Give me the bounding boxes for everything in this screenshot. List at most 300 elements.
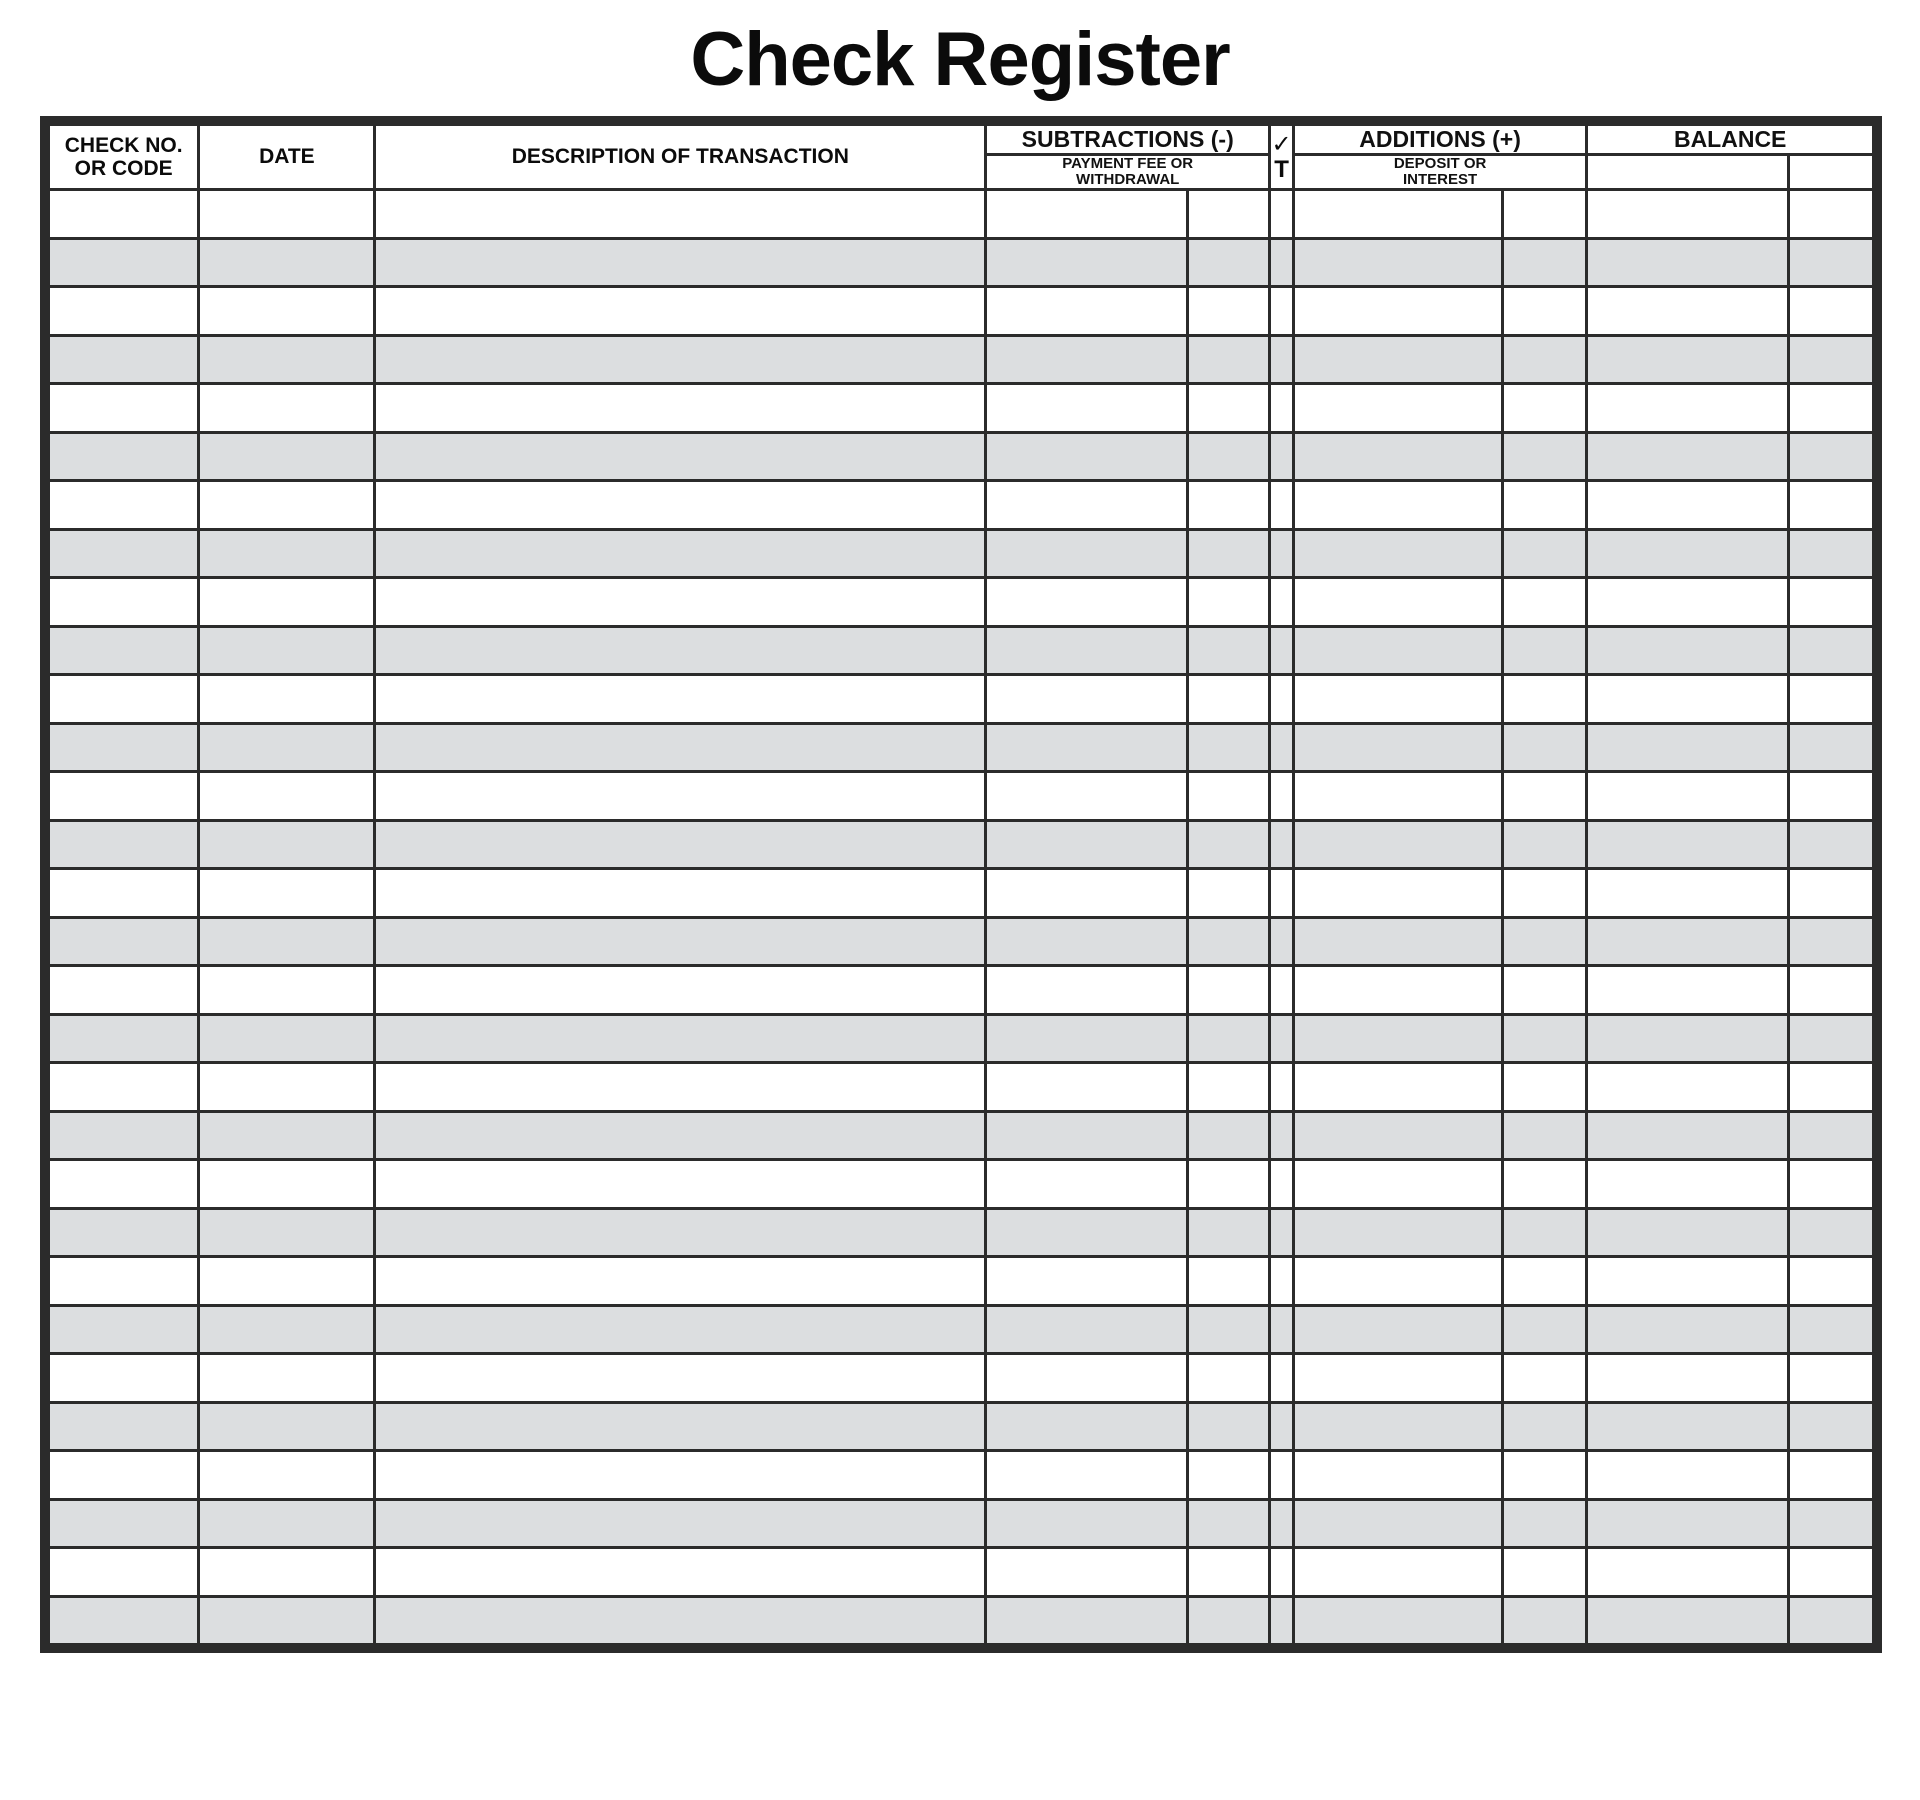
cell-balance-cents[interactable] (1789, 1305, 1874, 1354)
cell-description[interactable] (375, 1063, 986, 1112)
cell-balance-cents[interactable] (1789, 481, 1874, 530)
cell-addition-dollars[interactable] (1293, 1257, 1502, 1306)
cell-subtraction-dollars[interactable] (986, 578, 1188, 627)
cell-subtraction-dollars[interactable] (986, 626, 1188, 675)
cell-addition-dollars[interactable] (1293, 772, 1502, 821)
cell-description[interactable] (375, 1402, 986, 1451)
cell-check-no[interactable] (49, 869, 199, 918)
cell-subtraction-cents[interactable] (1188, 1063, 1270, 1112)
cell-cleared-check[interactable] (1270, 1305, 1293, 1354)
cell-balance-cents[interactable] (1789, 1451, 1874, 1500)
cell-cleared-check[interactable] (1270, 1596, 1293, 1645)
cell-description[interactable] (375, 578, 986, 627)
cell-balance-dollars[interactable] (1587, 1499, 1789, 1548)
cell-description[interactable] (375, 432, 986, 481)
table-row[interactable] (49, 1111, 1874, 1160)
table-row[interactable] (49, 287, 1874, 336)
cell-subtraction-cents[interactable] (1188, 481, 1270, 530)
cell-balance-cents[interactable] (1789, 1014, 1874, 1063)
cell-balance-cents[interactable] (1789, 1160, 1874, 1209)
cell-subtraction-cents[interactable] (1188, 1111, 1270, 1160)
cell-cleared-check[interactable] (1270, 578, 1293, 627)
cell-addition-cents[interactable] (1502, 432, 1587, 481)
table-row[interactable] (49, 1305, 1874, 1354)
cell-check-no[interactable] (49, 1208, 199, 1257)
table-row[interactable] (49, 1499, 1874, 1548)
cell-balance-dollars[interactable] (1587, 1257, 1789, 1306)
cell-subtraction-cents[interactable] (1188, 966, 1270, 1015)
cell-date[interactable] (199, 675, 375, 724)
cell-addition-dollars[interactable] (1293, 1305, 1502, 1354)
cell-balance-dollars[interactable] (1587, 1548, 1789, 1597)
cell-addition-dollars[interactable] (1293, 1499, 1502, 1548)
cell-balance-cents[interactable] (1789, 190, 1874, 239)
cell-balance-dollars[interactable] (1587, 820, 1789, 869)
cell-addition-cents[interactable] (1502, 238, 1587, 287)
cell-description[interactable] (375, 723, 986, 772)
cell-addition-dollars[interactable] (1293, 1402, 1502, 1451)
cell-balance-cents[interactable] (1789, 966, 1874, 1015)
cell-balance-cents[interactable] (1789, 1257, 1874, 1306)
cell-cleared-check[interactable] (1270, 1402, 1293, 1451)
table-row[interactable] (49, 675, 1874, 724)
cell-balance-cents[interactable] (1789, 287, 1874, 336)
cell-subtraction-cents[interactable] (1188, 1354, 1270, 1403)
cell-subtraction-dollars[interactable] (986, 238, 1188, 287)
cell-addition-cents[interactable] (1502, 529, 1587, 578)
cell-addition-dollars[interactable] (1293, 1208, 1502, 1257)
cell-description[interactable] (375, 190, 986, 239)
cell-date[interactable] (199, 384, 375, 433)
table-row[interactable] (49, 1160, 1874, 1209)
cell-balance-dollars[interactable] (1587, 287, 1789, 336)
table-row[interactable] (49, 772, 1874, 821)
cell-check-no[interactable] (49, 384, 199, 433)
cell-subtraction-dollars[interactable] (986, 869, 1188, 918)
cell-balance-dollars[interactable] (1587, 1451, 1789, 1500)
cell-check-no[interactable] (49, 1063, 199, 1112)
cell-check-no[interactable] (49, 1354, 199, 1403)
cell-date[interactable] (199, 287, 375, 336)
cell-balance-dollars[interactable] (1587, 1596, 1789, 1645)
cell-addition-cents[interactable] (1502, 481, 1587, 530)
cell-description[interactable] (375, 1111, 986, 1160)
cell-addition-cents[interactable] (1502, 1548, 1587, 1597)
cell-subtraction-dollars[interactable] (986, 481, 1188, 530)
cell-description[interactable] (375, 1596, 986, 1645)
cell-check-no[interactable] (49, 287, 199, 336)
table-row[interactable] (49, 238, 1874, 287)
cell-subtraction-dollars[interactable] (986, 917, 1188, 966)
cell-check-no[interactable] (49, 1014, 199, 1063)
cell-check-no[interactable] (49, 1596, 199, 1645)
cell-balance-cents[interactable] (1789, 335, 1874, 384)
cell-subtraction-cents[interactable] (1188, 1208, 1270, 1257)
cell-balance-cents[interactable] (1789, 1111, 1874, 1160)
cell-description[interactable] (375, 869, 986, 918)
cell-addition-dollars[interactable] (1293, 917, 1502, 966)
cell-balance-dollars[interactable] (1587, 772, 1789, 821)
cell-balance-cents[interactable] (1789, 1596, 1874, 1645)
table-row[interactable] (49, 626, 1874, 675)
cell-subtraction-dollars[interactable] (986, 1305, 1188, 1354)
cell-subtraction-cents[interactable] (1188, 578, 1270, 627)
table-row[interactable] (49, 723, 1874, 772)
cell-addition-cents[interactable] (1502, 917, 1587, 966)
cell-subtraction-cents[interactable] (1188, 1257, 1270, 1306)
cell-addition-dollars[interactable] (1293, 1451, 1502, 1500)
table-row[interactable] (49, 1402, 1874, 1451)
cell-subtraction-cents[interactable] (1188, 287, 1270, 336)
cell-subtraction-cents[interactable] (1188, 384, 1270, 433)
cell-balance-dollars[interactable] (1587, 578, 1789, 627)
table-row[interactable] (49, 1354, 1874, 1403)
cell-cleared-check[interactable] (1270, 917, 1293, 966)
cell-description[interactable] (375, 1451, 986, 1500)
cell-description[interactable] (375, 1548, 986, 1597)
cell-subtraction-dollars[interactable] (986, 1014, 1188, 1063)
cell-addition-dollars[interactable] (1293, 1160, 1502, 1209)
cell-balance-dollars[interactable] (1587, 1208, 1789, 1257)
cell-addition-cents[interactable] (1502, 1257, 1587, 1306)
cell-balance-dollars[interactable] (1587, 675, 1789, 724)
cell-cleared-check[interactable] (1270, 1111, 1293, 1160)
table-row[interactable] (49, 1063, 1874, 1112)
cell-addition-dollars[interactable] (1293, 1548, 1502, 1597)
cell-cleared-check[interactable] (1270, 1257, 1293, 1306)
cell-balance-dollars[interactable] (1587, 432, 1789, 481)
cell-addition-cents[interactable] (1502, 820, 1587, 869)
cell-balance-cents[interactable] (1789, 529, 1874, 578)
cell-balance-cents[interactable] (1789, 675, 1874, 724)
cell-balance-dollars[interactable] (1587, 917, 1789, 966)
table-row[interactable] (49, 1451, 1874, 1500)
cell-description[interactable] (375, 626, 986, 675)
cell-description[interactable] (375, 1499, 986, 1548)
cell-balance-cents[interactable] (1789, 723, 1874, 772)
cell-cleared-check[interactable] (1270, 1160, 1293, 1209)
cell-subtraction-cents[interactable] (1188, 1596, 1270, 1645)
cell-date[interactable] (199, 1305, 375, 1354)
table-row[interactable] (49, 1257, 1874, 1306)
cell-balance-dollars[interactable] (1587, 384, 1789, 433)
cell-addition-cents[interactable] (1502, 966, 1587, 1015)
cell-subtraction-dollars[interactable] (986, 966, 1188, 1015)
cell-subtraction-dollars[interactable] (986, 1063, 1188, 1112)
cell-subtraction-cents[interactable] (1188, 432, 1270, 481)
cell-check-no[interactable] (49, 1111, 199, 1160)
cell-subtraction-dollars[interactable] (986, 1596, 1188, 1645)
cell-addition-cents[interactable] (1502, 384, 1587, 433)
cell-addition-dollars[interactable] (1293, 675, 1502, 724)
cell-balance-dollars[interactable] (1587, 529, 1789, 578)
cell-addition-cents[interactable] (1502, 772, 1587, 821)
table-row[interactable] (49, 1596, 1874, 1645)
cell-description[interactable] (375, 1305, 986, 1354)
cell-date[interactable] (199, 432, 375, 481)
cell-cleared-check[interactable] (1270, 675, 1293, 724)
cell-date[interactable] (199, 1499, 375, 1548)
cell-description[interactable] (375, 917, 986, 966)
cell-date[interactable] (199, 966, 375, 1015)
cell-date[interactable] (199, 1257, 375, 1306)
cell-date[interactable] (199, 1111, 375, 1160)
cell-check-no[interactable] (49, 190, 199, 239)
cell-description[interactable] (375, 1257, 986, 1306)
cell-addition-cents[interactable] (1502, 1014, 1587, 1063)
cell-cleared-check[interactable] (1270, 772, 1293, 821)
cell-description[interactable] (375, 1208, 986, 1257)
cell-subtraction-dollars[interactable] (986, 287, 1188, 336)
cell-check-no[interactable] (49, 578, 199, 627)
table-row[interactable] (49, 432, 1874, 481)
table-row[interactable] (49, 578, 1874, 627)
cell-subtraction-dollars[interactable] (986, 1257, 1188, 1306)
cell-subtraction-cents[interactable] (1188, 1548, 1270, 1597)
cell-date[interactable] (199, 1354, 375, 1403)
cell-addition-dollars[interactable] (1293, 529, 1502, 578)
cell-addition-cents[interactable] (1502, 1499, 1587, 1548)
cell-balance-cents[interactable] (1789, 238, 1874, 287)
cell-balance-cents[interactable] (1789, 1354, 1874, 1403)
cell-cleared-check[interactable] (1270, 529, 1293, 578)
table-row[interactable] (49, 335, 1874, 384)
cell-date[interactable] (199, 1402, 375, 1451)
cell-balance-dollars[interactable] (1587, 626, 1789, 675)
table-row[interactable] (49, 869, 1874, 918)
cell-date[interactable] (199, 578, 375, 627)
cell-balance-dollars[interactable] (1587, 723, 1789, 772)
cell-subtraction-dollars[interactable] (986, 1451, 1188, 1500)
cell-subtraction-cents[interactable] (1188, 626, 1270, 675)
cell-cleared-check[interactable] (1270, 820, 1293, 869)
cell-date[interactable] (199, 820, 375, 869)
cell-check-no[interactable] (49, 966, 199, 1015)
cell-balance-cents[interactable] (1789, 869, 1874, 918)
cell-check-no[interactable] (49, 1160, 199, 1209)
cell-addition-dollars[interactable] (1293, 1596, 1502, 1645)
cell-subtraction-cents[interactable] (1188, 335, 1270, 384)
cell-date[interactable] (199, 1063, 375, 1112)
cell-balance-cents[interactable] (1789, 1548, 1874, 1597)
cell-balance-cents[interactable] (1789, 578, 1874, 627)
cell-subtraction-cents[interactable] (1188, 675, 1270, 724)
cell-cleared-check[interactable] (1270, 238, 1293, 287)
cell-check-no[interactable] (49, 675, 199, 724)
cell-balance-dollars[interactable] (1587, 335, 1789, 384)
cell-check-no[interactable] (49, 1451, 199, 1500)
cell-check-no[interactable] (49, 1548, 199, 1597)
cell-subtraction-dollars[interactable] (986, 723, 1188, 772)
table-row[interactable] (49, 529, 1874, 578)
cell-subtraction-cents[interactable] (1188, 772, 1270, 821)
cell-description[interactable] (375, 1014, 986, 1063)
cell-subtraction-cents[interactable] (1188, 723, 1270, 772)
cell-check-no[interactable] (49, 238, 199, 287)
cell-cleared-check[interactable] (1270, 1548, 1293, 1597)
cell-addition-dollars[interactable] (1293, 432, 1502, 481)
cell-description[interactable] (375, 966, 986, 1015)
cell-description[interactable] (375, 1160, 986, 1209)
cell-addition-cents[interactable] (1502, 190, 1587, 239)
cell-addition-dollars[interactable] (1293, 723, 1502, 772)
cell-subtraction-cents[interactable] (1188, 1451, 1270, 1500)
cell-subtraction-cents[interactable] (1188, 238, 1270, 287)
cell-subtraction-cents[interactable] (1188, 1499, 1270, 1548)
cell-addition-dollars[interactable] (1293, 238, 1502, 287)
cell-addition-cents[interactable] (1502, 1160, 1587, 1209)
cell-cleared-check[interactable] (1270, 190, 1293, 239)
cell-date[interactable] (199, 335, 375, 384)
cell-addition-cents[interactable] (1502, 335, 1587, 384)
table-row[interactable] (49, 384, 1874, 433)
cell-addition-cents[interactable] (1502, 578, 1587, 627)
cell-addition-cents[interactable] (1502, 1402, 1587, 1451)
cell-date[interactable] (199, 772, 375, 821)
cell-description[interactable] (375, 529, 986, 578)
cell-date[interactable] (199, 1596, 375, 1645)
cell-date[interactable] (199, 1160, 375, 1209)
cell-subtraction-dollars[interactable] (986, 529, 1188, 578)
cell-subtraction-cents[interactable] (1188, 190, 1270, 239)
cell-addition-cents[interactable] (1502, 723, 1587, 772)
cell-balance-dollars[interactable] (1587, 1160, 1789, 1209)
cell-cleared-check[interactable] (1270, 432, 1293, 481)
cell-subtraction-dollars[interactable] (986, 1111, 1188, 1160)
cell-addition-cents[interactable] (1502, 1354, 1587, 1403)
cell-balance-dollars[interactable] (1587, 1305, 1789, 1354)
cell-description[interactable] (375, 287, 986, 336)
table-row[interactable] (49, 1548, 1874, 1597)
cell-cleared-check[interactable] (1270, 723, 1293, 772)
cell-addition-dollars[interactable] (1293, 1354, 1502, 1403)
cell-date[interactable] (199, 529, 375, 578)
cell-description[interactable] (375, 481, 986, 530)
cell-balance-cents[interactable] (1789, 1402, 1874, 1451)
cell-subtraction-cents[interactable] (1188, 1305, 1270, 1354)
cell-addition-cents[interactable] (1502, 1111, 1587, 1160)
cell-subtraction-dollars[interactable] (986, 432, 1188, 481)
cell-addition-dollars[interactable] (1293, 481, 1502, 530)
cell-check-no[interactable] (49, 1402, 199, 1451)
cell-date[interactable] (199, 1548, 375, 1597)
cell-subtraction-dollars[interactable] (986, 675, 1188, 724)
cell-addition-cents[interactable] (1502, 869, 1587, 918)
cell-addition-dollars[interactable] (1293, 190, 1502, 239)
cell-description[interactable] (375, 772, 986, 821)
table-row[interactable] (49, 966, 1874, 1015)
cell-check-no[interactable] (49, 335, 199, 384)
cell-cleared-check[interactable] (1270, 287, 1293, 336)
cell-balance-cents[interactable] (1789, 432, 1874, 481)
cell-subtraction-dollars[interactable] (986, 772, 1188, 821)
cell-addition-dollars[interactable] (1293, 578, 1502, 627)
cell-check-no[interactable] (49, 529, 199, 578)
cell-balance-dollars[interactable] (1587, 481, 1789, 530)
cell-date[interactable] (199, 481, 375, 530)
cell-addition-cents[interactable] (1502, 287, 1587, 336)
table-row[interactable] (49, 917, 1874, 966)
cell-balance-dollars[interactable] (1587, 1111, 1789, 1160)
cell-addition-dollars[interactable] (1293, 966, 1502, 1015)
cell-check-no[interactable] (49, 1305, 199, 1354)
cell-subtraction-dollars[interactable] (986, 190, 1188, 239)
cell-addition-cents[interactable] (1502, 1063, 1587, 1112)
cell-balance-cents[interactable] (1789, 917, 1874, 966)
cell-balance-cents[interactable] (1789, 626, 1874, 675)
cell-check-no[interactable] (49, 1499, 199, 1548)
cell-balance-dollars[interactable] (1587, 1354, 1789, 1403)
cell-balance-cents[interactable] (1789, 1063, 1874, 1112)
cell-addition-dollars[interactable] (1293, 1014, 1502, 1063)
cell-subtraction-dollars[interactable] (986, 1548, 1188, 1597)
cell-subtraction-dollars[interactable] (986, 820, 1188, 869)
cell-addition-cents[interactable] (1502, 1451, 1587, 1500)
cell-subtraction-cents[interactable] (1188, 1160, 1270, 1209)
cell-balance-cents[interactable] (1789, 384, 1874, 433)
cell-balance-cents[interactable] (1789, 1208, 1874, 1257)
cell-check-no[interactable] (49, 772, 199, 821)
cell-addition-cents[interactable] (1502, 675, 1587, 724)
cell-cleared-check[interactable] (1270, 1451, 1293, 1500)
cell-subtraction-dollars[interactable] (986, 1160, 1188, 1209)
cell-addition-dollars[interactable] (1293, 1063, 1502, 1112)
cell-check-no[interactable] (49, 820, 199, 869)
cell-addition-dollars[interactable] (1293, 384, 1502, 433)
cell-balance-dollars[interactable] (1587, 869, 1789, 918)
cell-check-no[interactable] (49, 481, 199, 530)
cell-cleared-check[interactable] (1270, 384, 1293, 433)
cell-subtraction-cents[interactable] (1188, 1014, 1270, 1063)
cell-description[interactable] (375, 335, 986, 384)
cell-balance-dollars[interactable] (1587, 966, 1789, 1015)
cell-subtraction-cents[interactable] (1188, 917, 1270, 966)
cell-date[interactable] (199, 917, 375, 966)
cell-addition-dollars[interactable] (1293, 1111, 1502, 1160)
cell-cleared-check[interactable] (1270, 481, 1293, 530)
cell-cleared-check[interactable] (1270, 1014, 1293, 1063)
cell-balance-dollars[interactable] (1587, 1014, 1789, 1063)
cell-subtraction-cents[interactable] (1188, 820, 1270, 869)
cell-subtraction-cents[interactable] (1188, 1402, 1270, 1451)
table-row[interactable] (49, 1014, 1874, 1063)
cell-balance-cents[interactable] (1789, 820, 1874, 869)
cell-addition-dollars[interactable] (1293, 335, 1502, 384)
cell-date[interactable] (199, 190, 375, 239)
cell-subtraction-dollars[interactable] (986, 1354, 1188, 1403)
cell-check-no[interactable] (49, 1257, 199, 1306)
cell-balance-dollars[interactable] (1587, 1063, 1789, 1112)
cell-description[interactable] (375, 384, 986, 433)
cell-date[interactable] (199, 238, 375, 287)
cell-cleared-check[interactable] (1270, 869, 1293, 918)
cell-cleared-check[interactable] (1270, 626, 1293, 675)
cell-subtraction-dollars[interactable] (986, 1499, 1188, 1548)
cell-date[interactable] (199, 626, 375, 675)
cell-check-no[interactable] (49, 917, 199, 966)
cell-date[interactable] (199, 1451, 375, 1500)
cell-addition-dollars[interactable] (1293, 287, 1502, 336)
table-row[interactable] (49, 481, 1874, 530)
cell-balance-cents[interactable] (1789, 772, 1874, 821)
cell-check-no[interactable] (49, 626, 199, 675)
cell-description[interactable] (375, 675, 986, 724)
cell-addition-dollars[interactable] (1293, 820, 1502, 869)
cell-subtraction-dollars[interactable] (986, 384, 1188, 433)
cell-date[interactable] (199, 869, 375, 918)
cell-subtraction-dollars[interactable] (986, 1208, 1188, 1257)
cell-description[interactable] (375, 820, 986, 869)
